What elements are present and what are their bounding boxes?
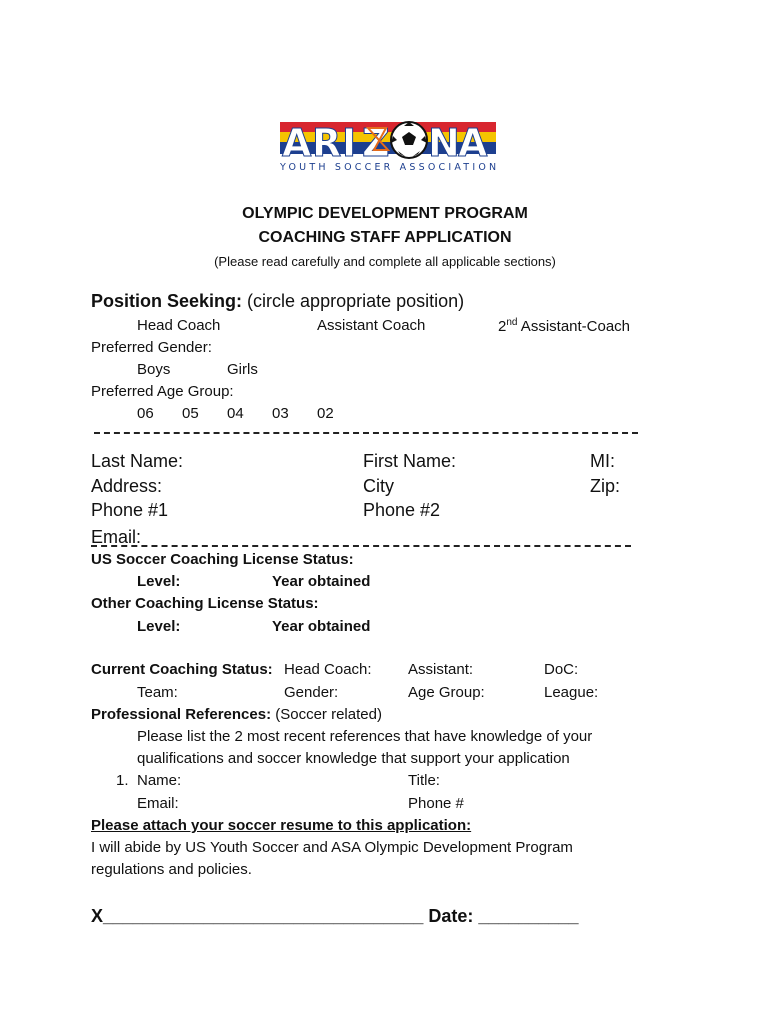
abide-statement-2: regulations and policies. [91,861,252,878]
references-instruction-1: Please list the 2 most recent references that have knowledge of your [137,728,593,745]
other-license-year-field[interactable]: Year obtained [272,618,371,635]
position-third-suffix: Assistant-Coach [517,318,631,335]
current-assistant-field[interactable]: Assistant: [408,661,474,678]
age-option-02[interactable]: 02 [317,405,334,422]
logo-tagline: YOUTH SOCCER ASSOCIATION [280,162,498,173]
current-age-group-field[interactable]: Age Group: [408,684,485,701]
age-option-04[interactable]: 04 [227,405,244,422]
references-label: Professional References: [91,706,272,723]
reference-phone-field[interactable]: Phone # [408,795,464,812]
current-league-field[interactable]: League: [544,684,599,701]
logo-letter-n: N [428,121,460,165]
gender-option-girls[interactable]: Girls [227,361,258,378]
age-option-06[interactable]: 06 [137,405,154,422]
current-status-label: Current Coaching Status: [91,661,273,678]
logo-letter-z: Z [362,121,390,165]
last-name-field[interactable]: Last Name: [91,451,184,471]
other-license-level-field[interactable]: Level: [137,618,181,635]
position-third-sup: nd [506,317,518,328]
us-license-year-field[interactable]: Year obtained [272,573,371,590]
age-option-03[interactable]: 03 [272,405,289,422]
email-field[interactable]: Email: [91,527,142,547]
logo-letter-a: A [282,121,312,165]
references-row [91,706,382,723]
phone2-field[interactable]: Phone #2 [363,500,441,520]
address-field[interactable]: Address: [91,476,163,496]
logo-letter-i: I [342,121,357,165]
other-license-label: Other Coaching License Status: [91,595,319,612]
us-license-level-field[interactable]: Level: [137,573,181,590]
first-name-field[interactable]: First Name: [363,451,457,471]
reference-name-field[interactable]: Name: [137,772,182,789]
attach-resume-note: Please attach your soccer resume to this application: [91,817,472,834]
position-option-assistant-coach[interactable]: Assistant Coach [317,317,426,334]
soccer-ball-icon [391,122,427,158]
position-option-2nd-assistant-coach[interactable] [498,317,630,335]
heading-line2: COACHING STAFF APPLICATION [258,229,512,246]
position-option-head-coach[interactable]: Head Coach [137,317,221,334]
position-third-prefix: 2 [498,318,507,335]
logo-letter-r: R [312,121,342,165]
us-license-label: US Soccer Coaching License Status: [91,551,354,568]
phone1-field[interactable]: Phone #1 [91,500,169,520]
references-instruction-2: qualifications and soccer knowledge that support your application [137,750,570,767]
section-divider-2 [91,545,631,547]
current-head-coach-field[interactable]: Head Coach: [284,661,372,678]
age-option-05[interactable]: 05 [182,405,199,422]
references-hint: (Soccer related) [275,706,382,723]
mi-field[interactable]: MI: [590,451,615,471]
gender-option-boys[interactable]: Boys [137,361,171,378]
preferred-age-label: Preferred Age Group: [91,383,234,400]
position-seeking-hint: (circle appropriate position) [247,291,465,311]
abide-statement-1: I will abide by US Youth Soccer and ASA Olympic Development Program [91,839,573,856]
signature-row [91,906,579,927]
preferred-gender-label: Preferred Gender: [91,339,212,356]
section-divider-1 [94,432,638,434]
date-field[interactable]: Date: __________ [428,906,579,926]
position-seeking-label: Position Seeking: [91,291,243,311]
reference-title-field[interactable]: Title: [408,772,440,789]
reference-number: 1. [116,772,129,789]
current-doc-field[interactable]: DoC: [544,661,579,678]
position-seeking-row [91,291,464,312]
heading-subtitle: (Please read carefully and complete all applicable sections) [214,254,556,269]
current-team-field[interactable]: Team: [137,684,178,701]
zip-field[interactable]: Zip: [590,476,621,496]
current-gender-field[interactable]: Gender: [284,684,339,701]
reference-email-field[interactable]: Email: [137,795,179,812]
city-field[interactable]: City [363,476,394,496]
signature-field[interactable]: X________________________________ [91,906,424,926]
logo-letter-a2: A [458,121,488,165]
logo [278,118,498,174]
heading-line1: OLYMPIC DEVELOPMENT PROGRAM [242,205,528,222]
arizona-logo-graphic [278,118,498,174]
